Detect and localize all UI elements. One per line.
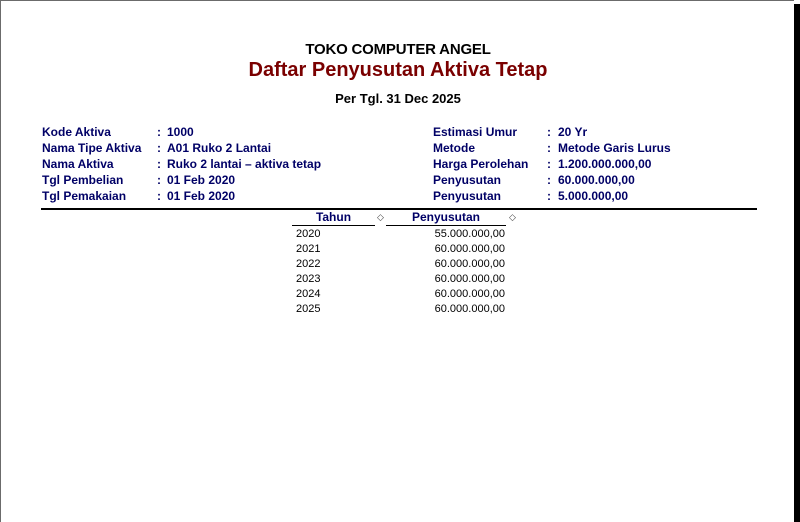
info-colon: : bbox=[157, 157, 161, 171]
table-row bbox=[296, 272, 508, 287]
info-label: Nama Aktiva bbox=[42, 157, 114, 171]
info-colon: : bbox=[547, 141, 551, 155]
depreciation-cell: 60.000.000,00 bbox=[434, 258, 505, 270]
info-row-harga-perolehan bbox=[433, 156, 773, 172]
report-title: Daftar Penyusutan Aktiva Tetap bbox=[248, 59, 548, 81]
info-label: Penyusutan bbox=[433, 189, 502, 203]
info-label: Kode Aktiva bbox=[42, 125, 111, 139]
info-row-estimasi-umur bbox=[433, 124, 773, 140]
info-colon: : bbox=[547, 173, 551, 187]
info-value: Metode Garis Lurus bbox=[558, 141, 671, 155]
info-value: 1000 bbox=[167, 125, 194, 139]
column-header-tahun[interactable]: Tahun bbox=[292, 210, 375, 226]
depreciation-cell: 60.000.000,00 bbox=[434, 243, 505, 255]
year-cell: 2023 bbox=[296, 273, 321, 285]
info-value: 1.200.000.000,00 bbox=[558, 157, 652, 171]
table-row bbox=[296, 302, 508, 317]
company-name: TOKO COMPUTER ANGEL bbox=[305, 41, 491, 58]
info-value: A01 Ruko 2 Lantai bbox=[167, 141, 272, 155]
sort-icon[interactable]: ◇ bbox=[509, 212, 516, 222]
year-cell: 2025 bbox=[296, 303, 321, 315]
info-value: 20 Yr bbox=[558, 125, 588, 139]
info-row-penyusutan-annual bbox=[433, 172, 773, 188]
info-value: 01 Feb 2020 bbox=[167, 173, 236, 187]
depreciation-table bbox=[296, 227, 508, 317]
info-row-kode-aktiva bbox=[42, 124, 402, 140]
depreciation-cell: 55.000.000,00 bbox=[434, 228, 505, 240]
depreciation-cell: 60.000.000,00 bbox=[434, 288, 505, 300]
report-date: Per Tgl. 31 Dec 2025 bbox=[335, 91, 461, 106]
info-row-metode bbox=[433, 140, 773, 156]
info-row-nama-tipe-aktiva bbox=[42, 140, 402, 156]
asset-info-right bbox=[433, 124, 773, 204]
info-label: Nama Tipe Aktiva bbox=[42, 141, 142, 155]
year-cell: 2021 bbox=[296, 243, 321, 255]
column-header-penyusutan[interactable]: Penyusutan bbox=[386, 210, 506, 226]
sort-icon[interactable]: ◇ bbox=[377, 212, 384, 222]
table-row bbox=[296, 257, 508, 272]
info-row-tgl-pemakaian bbox=[42, 188, 402, 204]
info-colon: : bbox=[547, 157, 551, 171]
info-value: 60.000.000,00 bbox=[558, 173, 635, 187]
year-cell: 2020 bbox=[296, 228, 321, 240]
info-label: Metode bbox=[433, 141, 475, 155]
info-value: Ruko 2 lantai – aktiva tetap bbox=[167, 157, 322, 171]
depreciation-cell: 60.000.000,00 bbox=[434, 303, 505, 315]
info-colon: : bbox=[157, 141, 161, 155]
info-colon: : bbox=[157, 173, 161, 187]
info-label: Estimasi Umur bbox=[433, 125, 518, 139]
info-colon: : bbox=[547, 189, 551, 203]
info-value: 01 Feb 2020 bbox=[167, 189, 236, 203]
info-colon: : bbox=[157, 125, 161, 139]
info-row-tgl-pembelian bbox=[42, 172, 402, 188]
info-colon: : bbox=[157, 189, 161, 203]
info-row-nama-aktiva bbox=[42, 156, 402, 172]
table-row bbox=[296, 242, 508, 257]
info-value: 5.000.000,00 bbox=[558, 189, 629, 203]
depreciation-cell: 60.000.000,00 bbox=[434, 273, 505, 285]
table-row bbox=[296, 227, 508, 242]
info-row-penyusutan-monthly bbox=[433, 188, 773, 204]
info-label: Tgl Pembelian bbox=[42, 173, 124, 187]
page-shadow-gap bbox=[794, 0, 800, 4]
info-label: Harga Perolehan bbox=[433, 157, 529, 171]
year-cell: 2024 bbox=[296, 288, 321, 300]
info-colon: : bbox=[547, 125, 551, 139]
year-cell: 2022 bbox=[296, 258, 321, 270]
info-label: Tgl Pemakaian bbox=[42, 189, 127, 203]
table-row bbox=[296, 287, 508, 302]
asset-info-left bbox=[42, 124, 402, 204]
info-label: Penyusutan bbox=[433, 173, 502, 187]
